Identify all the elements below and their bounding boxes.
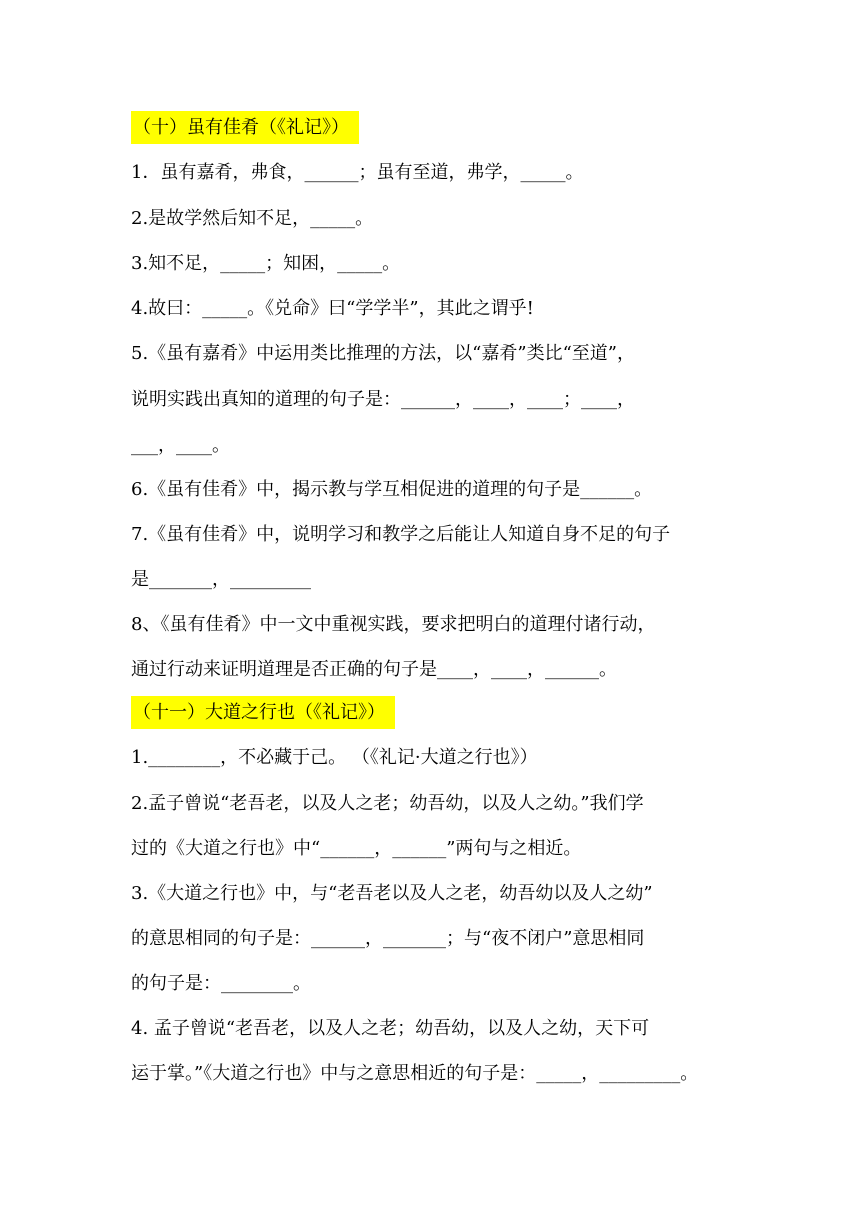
section10-line-9: 7.《虽有佳肴》中，说明学习和教学之后能让人知道自身不足的句子: [131, 524, 671, 545]
section10-title: （十）虽有佳肴（《礼记》）: [131, 111, 359, 144]
section11-line-2: 2.孟子曾说“老吾老，以及人之老；幼吾幼，以及人之幼。”我们学: [131, 793, 644, 814]
section11-line-4: 3.《大道之行也》中，与“老吾老以及人之老，幼吾幼以及人之幼”: [131, 883, 653, 904]
section11-heading: [131, 701, 741, 725]
section11-line-8: 运于掌。”《大道之行也》中与之意思相近的句子是：_____，_________。: [131, 1063, 699, 1084]
section11-line-1: 1.________，不必藏于己。 （《礼记·大道之行也》）: [131, 747, 538, 768]
section10-line-8: 6.《虽有佳肴》中，揭示教与学互相促进的道理的句子是______。: [131, 479, 653, 500]
section10-line-12: 通过行动来证明道理是否正确的句子是____，____，______。: [131, 659, 617, 680]
section10-line-6: 说明实践出真知的道理的句子是：______，____，____；____，: [131, 389, 635, 410]
section10-line-2: 2.是故学然后知不足，_____。: [131, 208, 374, 229]
section11-line-6: 的句子是：________。: [131, 973, 311, 994]
section11-line-7: 4. 孟子曾说“老吾老，以及人之老；幼吾幼，以及人之幼，天下可: [131, 1018, 650, 1039]
section11-title: （十一）大道之行也（《礼记》）: [131, 696, 395, 729]
section10-line-4: 4.故曰：_____。《兑命》曰“学学半”，其此之谓乎!: [131, 298, 534, 319]
section10-line-1: 1．虽有嘉肴，弗食，______；虽有至道，弗学，_____。: [131, 162, 584, 183]
section11-line-5: 的意思相同的句子是：______，_______；与“夜不闭户”意思相同: [131, 928, 645, 949]
section10-line-11: 8、《虽有佳肴》中一文中重视实践，要求把明白的道理付诸行动，: [131, 614, 656, 635]
section11-line-3: 过的《大道之行也》中“______，______”两句与之相近。: [131, 838, 582, 859]
section10-heading: [131, 116, 741, 140]
section10-line-3: 3.知不足，_____；知困，_____。: [131, 253, 401, 274]
section10-line-5: 5.《虽有嘉肴》中运用类比推理的方法，以“嘉肴”类比“至道”，: [131, 343, 635, 364]
section10-line-10: 是_______，_________: [131, 569, 311, 590]
section10-line-7: ___，____。: [131, 435, 230, 456]
